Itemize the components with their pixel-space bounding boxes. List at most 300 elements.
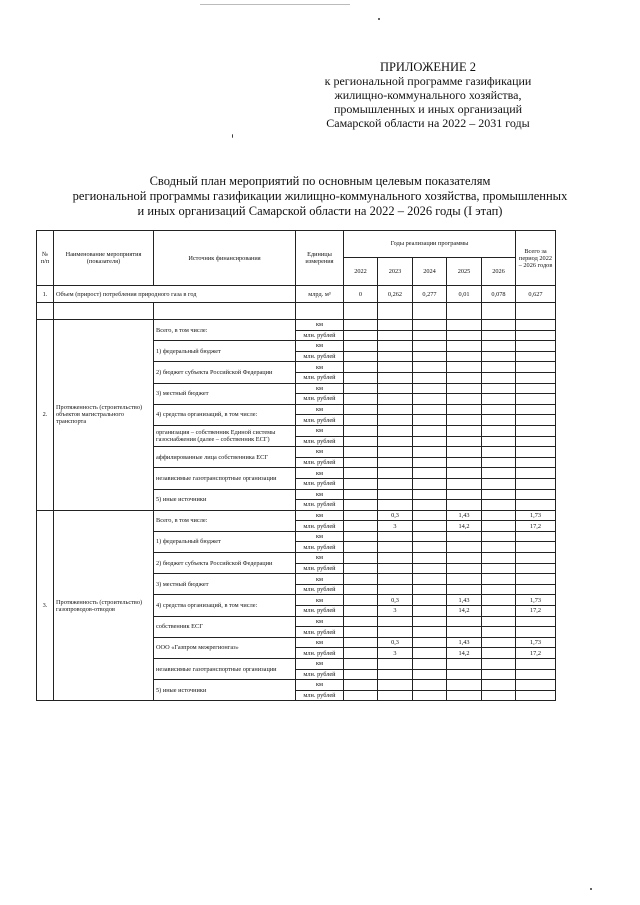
table-row (37, 510, 556, 521)
value-cell (378, 659, 413, 670)
source-label: собственник ЕСГ (154, 616, 296, 637)
unit-cell: км (296, 404, 344, 415)
header-source: Источник финансирования (154, 231, 296, 286)
value-cell (413, 542, 447, 553)
value-cell (378, 404, 413, 415)
value-cell (344, 542, 378, 553)
value-cell (413, 637, 447, 648)
value-cell (413, 669, 447, 680)
value-cell (482, 584, 516, 595)
value-cell (482, 341, 516, 352)
title-line: региональной программы газификации жилищно-коммунального хозяйства, промышленных (72, 189, 568, 203)
value-cell (344, 574, 378, 585)
unit-cell: км (296, 510, 344, 521)
value-cell (344, 616, 378, 627)
value-cell (413, 447, 447, 458)
header-year: 2026 (482, 257, 516, 285)
value-cell (344, 478, 378, 489)
scan-artifact-top (200, 4, 350, 5)
unit-cell: млн. рублей (296, 478, 344, 489)
value-cell (447, 500, 482, 511)
unit-cell: млн. рублей (296, 351, 344, 362)
total-cell (516, 383, 556, 394)
value-cell (378, 574, 413, 585)
value-cell: 14,2 (447, 521, 482, 532)
value-cell: 14,2 (447, 648, 482, 659)
value-cell (447, 669, 482, 680)
value-cell (447, 457, 482, 468)
total-cell (516, 489, 556, 500)
section-num: 2. (37, 320, 54, 511)
scan-speck (590, 888, 592, 890)
total-cell (516, 425, 556, 436)
value-cell (482, 521, 516, 532)
header-total: Всего за период 2022 – 2026 годов (516, 231, 556, 286)
total-cell: 1,73 (516, 510, 556, 521)
value-cell (378, 584, 413, 595)
value-cell (344, 372, 378, 383)
total-cell (516, 669, 556, 680)
total-cell (516, 436, 556, 447)
unit-cell: км (296, 341, 344, 352)
header-num: № п/п (37, 231, 54, 286)
header-name: Наименование мероприятия (показателя) (54, 231, 154, 286)
value-cell: 1,43 (447, 637, 482, 648)
value-cell (447, 372, 482, 383)
value-cell (378, 478, 413, 489)
value-cell (413, 563, 447, 574)
value-cell (413, 584, 447, 595)
value-cell (482, 351, 516, 362)
unit-cell: км (296, 553, 344, 564)
unit-cell: км (296, 468, 344, 479)
header-year: 2022 (344, 257, 378, 285)
source-label: ООО «Газпром межрегионгаз» (154, 637, 296, 658)
value-cell (378, 531, 413, 542)
source-label: 3) местный бюджет (154, 574, 296, 595)
total-cell: 1,73 (516, 595, 556, 606)
value-cell (482, 595, 516, 606)
unit-cell: км (296, 320, 344, 331)
total-cell (516, 690, 556, 701)
value-cell (344, 404, 378, 415)
value-cell (344, 659, 378, 670)
total-cell (516, 362, 556, 373)
value-cell (344, 425, 378, 436)
unit-cell: млн. рублей (296, 690, 344, 701)
value-cell (344, 447, 378, 458)
value-cell (344, 648, 378, 659)
value-cell (447, 478, 482, 489)
unit-cell: км (296, 383, 344, 394)
value-cell (447, 542, 482, 553)
value-cell (344, 606, 378, 617)
total-cell (516, 415, 556, 426)
unit-cell: млн. рублей (296, 584, 344, 595)
value-cell (447, 489, 482, 500)
section-name: Протяженность (строительство) объектов магистрального транспорта (54, 320, 154, 511)
header-years-group: Годы реализации программы (344, 231, 516, 258)
unit-cell: км (296, 680, 344, 691)
value-cell (482, 669, 516, 680)
total-cell (516, 680, 556, 691)
title-line: Сводный план мероприятий по основным целевым показателям (149, 174, 491, 188)
table-row-1 (37, 286, 556, 303)
appendix-line: промышленных и иных организаций (333, 102, 523, 116)
value-cell (413, 690, 447, 701)
value-cell (482, 553, 516, 564)
total-cell (516, 627, 556, 638)
value-cell (344, 330, 378, 341)
spacer-cell (413, 303, 447, 320)
source-label: 4) средства организаций, в том числе: (154, 595, 296, 616)
value-cell (413, 372, 447, 383)
value-cell: 14,2 (447, 606, 482, 617)
spacer-cell (482, 303, 516, 320)
value-cell (447, 531, 482, 542)
value-cell (344, 627, 378, 638)
value-cell (447, 341, 482, 352)
source-label: 5) иные источники (154, 489, 296, 510)
value-cell (378, 690, 413, 701)
unit-cell: млн. рублей (296, 457, 344, 468)
value-cell (378, 669, 413, 680)
value-cell (378, 627, 413, 638)
spacer-cell (378, 303, 413, 320)
unit-cell: км (296, 637, 344, 648)
value-cell (413, 351, 447, 362)
value-cell (447, 447, 482, 458)
total-cell (516, 447, 556, 458)
value-cell (413, 595, 447, 606)
value-cell (378, 394, 413, 405)
value-cell (413, 627, 447, 638)
value-cell (413, 574, 447, 585)
value-cell (482, 415, 516, 426)
value-cell (413, 531, 447, 542)
spacer-cell (516, 303, 556, 320)
value-cell (413, 457, 447, 468)
unit-cell: км (296, 531, 344, 542)
value-cell (344, 394, 378, 405)
row1-value: 0,01 (447, 286, 482, 303)
header-year: 2025 (447, 257, 482, 285)
total-cell (516, 468, 556, 479)
row1-value: 0,262 (378, 286, 413, 303)
title-line: и иных организаций Самарской области на 2022 – 2026 годы (I этап) (137, 204, 503, 218)
appendix-line: жилищно-коммунального хозяйства, (334, 88, 522, 102)
source-label: Всего, в том числе: (154, 510, 296, 531)
source-label: 2) бюджет субъекта Российской Федерации (154, 553, 296, 574)
value-cell (482, 690, 516, 701)
value-cell (344, 553, 378, 564)
value-cell (413, 680, 447, 691)
value-cell (447, 425, 482, 436)
total-cell (516, 478, 556, 489)
value-cell (378, 372, 413, 383)
total-cell (516, 320, 556, 331)
value-cell: 0,3 (378, 595, 413, 606)
value-cell: 3 (378, 648, 413, 659)
unit-cell: млн. рублей (296, 394, 344, 405)
value-cell (482, 637, 516, 648)
value-cell (482, 500, 516, 511)
value-cell (344, 510, 378, 521)
value-cell (413, 468, 447, 479)
document-title (30, 174, 610, 219)
unit-cell: млн. рублей (296, 606, 344, 617)
row1-num: 1. (37, 286, 54, 303)
value-cell (482, 542, 516, 553)
value-cell (482, 510, 516, 521)
value-cell (413, 330, 447, 341)
source-label: 2) бюджет субъекта Российской Федерации (154, 362, 296, 383)
value-cell (482, 330, 516, 341)
value-cell (378, 415, 413, 426)
value-cell (344, 690, 378, 701)
spacer-cell (154, 303, 296, 320)
value-cell (447, 362, 482, 373)
value-cell (378, 425, 413, 436)
value-cell (413, 659, 447, 670)
value-cell: 1,43 (447, 595, 482, 606)
value-cell (378, 330, 413, 341)
unit-cell: км (296, 425, 344, 436)
unit-cell: км (296, 489, 344, 500)
value-cell (344, 500, 378, 511)
row1-value: 0,078 (482, 286, 516, 303)
value-cell (378, 553, 413, 564)
value-cell: 0,3 (378, 637, 413, 648)
unit-cell: млн. рублей (296, 648, 344, 659)
total-cell (516, 542, 556, 553)
row1-value: 0,277 (413, 286, 447, 303)
value-cell (447, 690, 482, 701)
table-row (37, 320, 556, 331)
value-cell (413, 425, 447, 436)
header-unit: Единицы измерения (296, 231, 344, 286)
unit-cell: км (296, 616, 344, 627)
total-cell (516, 394, 556, 405)
value-cell (413, 362, 447, 373)
total-cell: 17,2 (516, 648, 556, 659)
unit-cell: км (296, 447, 344, 458)
value-cell (378, 341, 413, 352)
unit-cell: млн. рублей (296, 415, 344, 426)
value-cell (344, 362, 378, 373)
value-cell (344, 584, 378, 595)
value-cell (482, 404, 516, 415)
row1-unit: млрд. м³ (296, 286, 344, 303)
value-cell (447, 468, 482, 479)
value-cell (482, 574, 516, 585)
value-cell (378, 351, 413, 362)
total-cell: 17,2 (516, 521, 556, 532)
unit-cell: млн. рублей (296, 563, 344, 574)
value-cell (447, 404, 482, 415)
value-cell (413, 616, 447, 627)
row1-name: Объем (прирост) потребления природного газа в год (54, 286, 296, 303)
value-cell: 0,3 (378, 510, 413, 521)
value-cell (378, 383, 413, 394)
value-cell (413, 606, 447, 617)
unit-cell: км (296, 574, 344, 585)
value-cell (482, 320, 516, 331)
value-cell (482, 563, 516, 574)
unit-cell: млн. рублей (296, 372, 344, 383)
total-cell (516, 457, 556, 468)
source-label: 1) федеральный бюджет (154, 341, 296, 362)
value-cell (378, 362, 413, 373)
value-cell (413, 500, 447, 511)
value-cell (344, 468, 378, 479)
source-label: аффилированные лица собственника ЕСГ (154, 447, 296, 468)
spacer-cell (344, 303, 378, 320)
spacer-cell (296, 303, 344, 320)
appendix-line: Самарской области на 2022 – 2031 годы (326, 116, 530, 130)
value-cell (447, 680, 482, 691)
total-cell (516, 404, 556, 415)
value-cell (413, 521, 447, 532)
value-cell (344, 383, 378, 394)
value-cell: 1,43 (447, 510, 482, 521)
value-cell (447, 553, 482, 564)
unit-cell: км (296, 362, 344, 373)
row1-total: 0,627 (516, 286, 556, 303)
value-cell (344, 680, 378, 691)
value-cell: 3 (378, 521, 413, 532)
total-cell (516, 616, 556, 627)
appendix-line: к региональной программе газификации (324, 74, 532, 88)
appendix-heading: ПРИЛОЖЕНИЕ 2 (379, 60, 477, 74)
value-cell (378, 616, 413, 627)
row1-value: 0 (344, 286, 378, 303)
value-cell (482, 489, 516, 500)
unit-cell: км (296, 659, 344, 670)
spacer-cell (54, 303, 154, 320)
total-cell (516, 584, 556, 595)
value-cell (447, 627, 482, 638)
value-cell (482, 362, 516, 373)
value-cell: 3 (378, 606, 413, 617)
value-cell (447, 659, 482, 670)
value-cell (447, 415, 482, 426)
value-cell (344, 521, 378, 532)
source-label: Всего, в том числе: (154, 320, 296, 341)
value-cell (482, 627, 516, 638)
value-cell (447, 320, 482, 331)
total-cell (516, 341, 556, 352)
spacer-cell (37, 303, 54, 320)
value-cell (378, 468, 413, 479)
total-cell (516, 659, 556, 670)
value-cell (344, 457, 378, 468)
total-cell (516, 574, 556, 585)
value-cell (413, 415, 447, 426)
value-cell (447, 330, 482, 341)
unit-cell: млн. рублей (296, 627, 344, 638)
source-label: 5) иные источники (154, 680, 296, 701)
value-cell (482, 616, 516, 627)
value-cell (378, 457, 413, 468)
unit-cell: млн. рублей (296, 330, 344, 341)
value-cell (344, 320, 378, 331)
scan-speck (232, 134, 233, 138)
value-cell (413, 648, 447, 659)
header-row (37, 231, 556, 258)
value-cell (482, 394, 516, 405)
unit-cell: км (296, 595, 344, 606)
value-cell (344, 436, 378, 447)
value-cell (482, 447, 516, 458)
value-cell (482, 648, 516, 659)
value-cell (378, 436, 413, 447)
value-cell (413, 478, 447, 489)
unit-cell: млн. рублей (296, 669, 344, 680)
value-cell (378, 447, 413, 458)
total-cell (516, 330, 556, 341)
plan-table (36, 230, 556, 701)
value-cell (344, 669, 378, 680)
table-body (37, 231, 556, 701)
appendix-block (298, 60, 558, 130)
total-cell: 17,2 (516, 606, 556, 617)
unit-cell: млн. рублей (296, 436, 344, 447)
value-cell (413, 383, 447, 394)
total-cell (516, 351, 556, 362)
source-label: 3) местный бюджет (154, 383, 296, 404)
value-cell (413, 436, 447, 447)
scan-speck (378, 18, 380, 20)
unit-cell: млн. рублей (296, 542, 344, 553)
value-cell (413, 394, 447, 405)
value-cell (413, 553, 447, 564)
total-cell: 1,73 (516, 637, 556, 648)
unit-cell: млн. рублей (296, 500, 344, 511)
value-cell (482, 680, 516, 691)
value-cell (482, 468, 516, 479)
unit-cell: млн. рублей (296, 521, 344, 532)
value-cell (344, 341, 378, 352)
value-cell (447, 584, 482, 595)
total-cell (516, 553, 556, 564)
source-label: независимые газотранспортные организации (154, 468, 296, 489)
total-cell (516, 500, 556, 511)
value-cell (344, 531, 378, 542)
section-num: 3. (37, 510, 54, 701)
value-cell (413, 320, 447, 331)
source-label: 1) федеральный бюджет (154, 531, 296, 552)
total-cell (516, 531, 556, 542)
section-name: Протяженность (строительство) газопроводов-отводов (54, 510, 154, 701)
header-year: 2023 (378, 257, 413, 285)
value-cell (482, 531, 516, 542)
total-cell (516, 372, 556, 383)
spacer-row (37, 303, 556, 320)
value-cell (447, 563, 482, 574)
value-cell (344, 351, 378, 362)
value-cell (413, 404, 447, 415)
value-cell (413, 341, 447, 352)
value-cell (413, 510, 447, 521)
value-cell (447, 394, 482, 405)
value-cell (482, 606, 516, 617)
value-cell (482, 383, 516, 394)
value-cell (447, 351, 482, 362)
value-cell (447, 383, 482, 394)
value-cell (482, 425, 516, 436)
value-cell (378, 500, 413, 511)
